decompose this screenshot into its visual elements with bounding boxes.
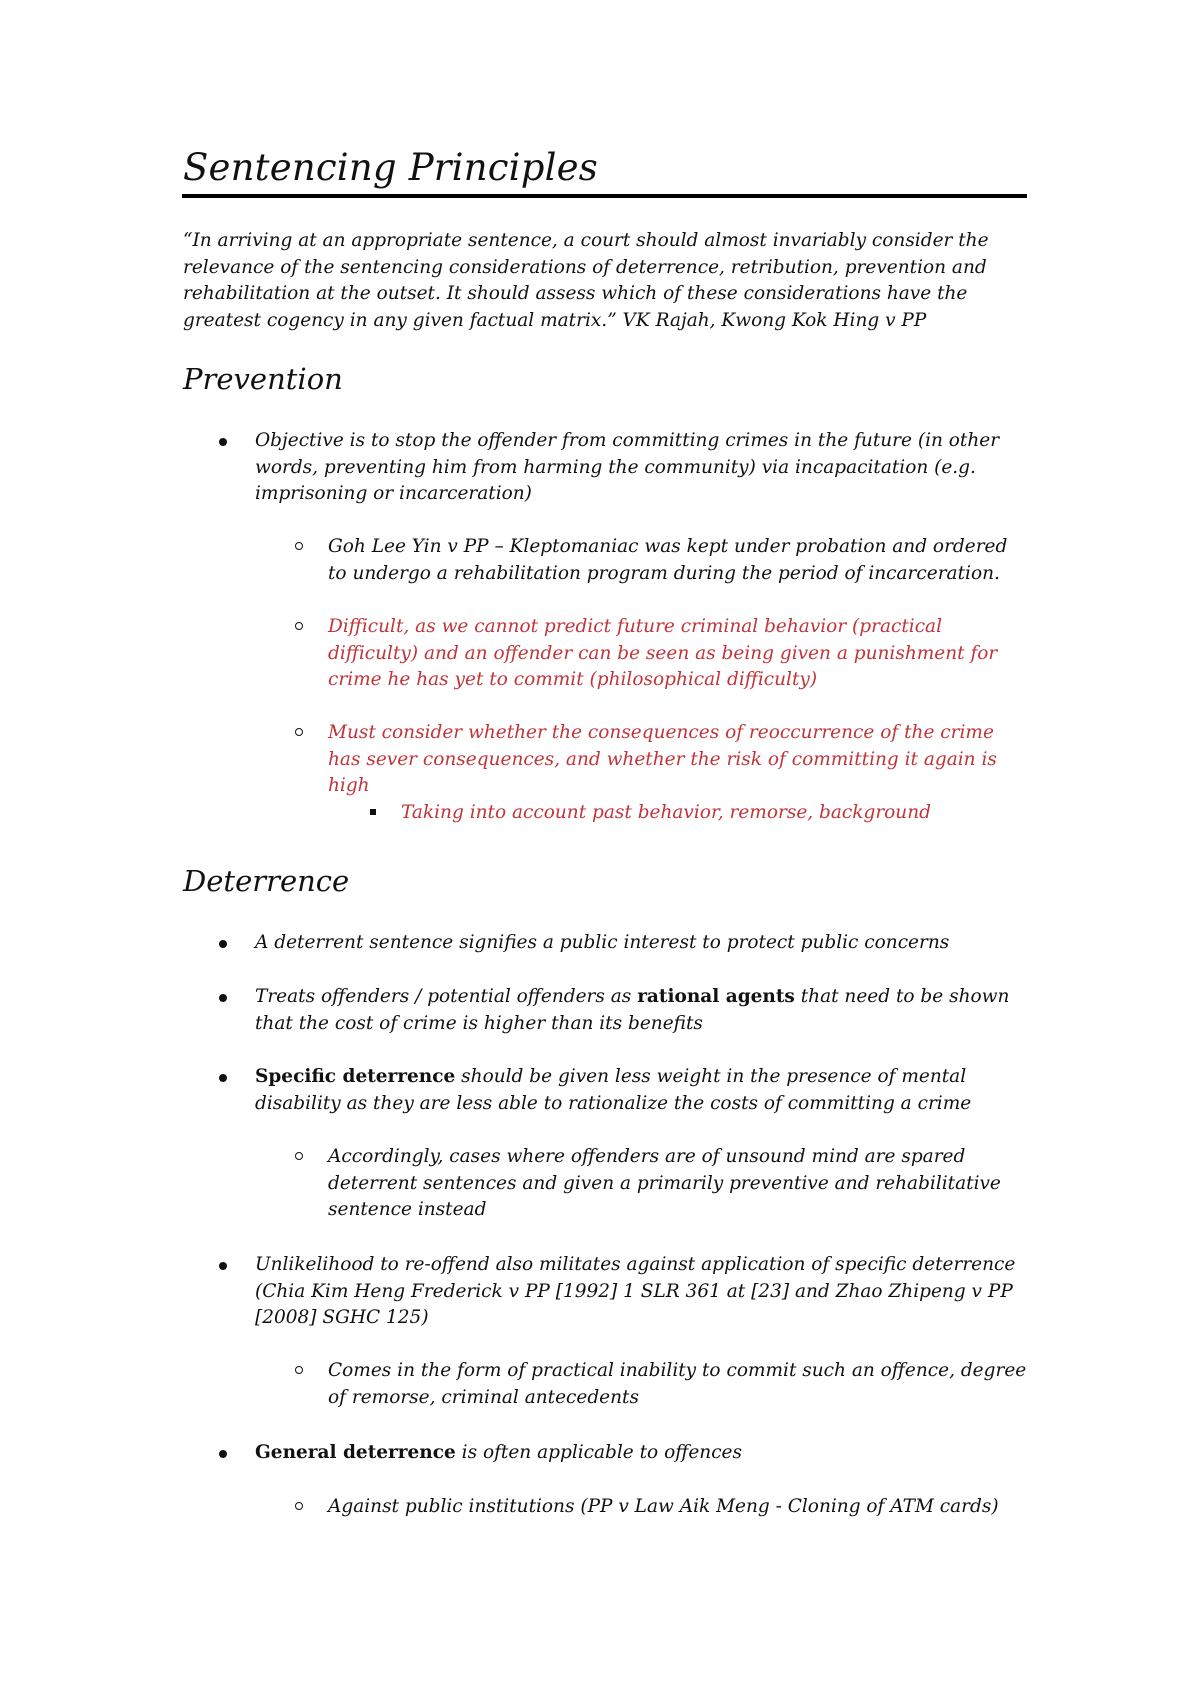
bullet-circle-icon [295, 542, 303, 550]
specific-deterrence-term: Specific deterrence [255, 1066, 456, 1087]
bullet-disc-icon [219, 1074, 227, 1082]
prevention-heading: Prevention [183, 362, 343, 396]
deterrence-bullet-specific: Specific deterrence should be given less weight in the presence of mental disability as they are less able to rationalize the costs of committing a crime [255, 1064, 1025, 1117]
deterrence-sub-inability: Comes in the form of practical inability to commit such an offence, degree of remorse, criminal antecedents [328, 1358, 1028, 1411]
bullet-circle-icon [295, 622, 303, 630]
prevention-sub-goh-lee-yin: Goh Lee Yin v PP – Kleptomaniac was kept under probation and ordered to undergo a rehabilitation program during the period of incarceration. [328, 534, 1028, 587]
bullet-circle-icon [295, 1152, 303, 1160]
deterrence-sub-unsound-mind: Accordingly, cases where offenders are of unsound mind are spared deterrent sentences and given a primarily preventive and rehabilitative sentence instead [328, 1144, 1028, 1224]
deterrence-bullet-general: General deterrence is often applicable to offences [255, 1440, 1025, 1467]
prevention-sub-difficulty: Difficult, as we cannot predict future criminal behavior (practical difficulty) and an offender can be seen as being given a punishment for crime he has yet to commit (philosophical difficulty) [328, 614, 1028, 694]
deterrence-sub-public-institutions: Against public institutions (PP v Law Aik Meng - Cloning of ATM cards) [328, 1494, 1028, 1521]
bullet-disc-icon [219, 438, 227, 446]
title-underline [182, 194, 1027, 198]
prevention-bullet-objective: Objective is to stop the offender from committing crimes in the future (in other words, preventing him from harming the community) via incapacitation (e.g. imprisoning or incarceration) [255, 428, 1025, 508]
rational-agents-term: rational agents [637, 986, 795, 1007]
bullet-disc-icon [219, 940, 227, 948]
deterrence-bullet-public-interest: A deterrent sentence signifies a public interest to protect public concerns [255, 930, 1025, 957]
bullet-disc-icon [219, 994, 227, 1002]
prevention-sub-consequences: Must consider whether the consequences of reoccurrence of the crime has sever consequences, and whether the risk of committing it again is high [328, 720, 1028, 800]
bullet-square-icon [370, 809, 376, 815]
deterrence-bullet-rational-agents: Treats offenders / potential offenders as rational agents that need to be shown that the cost of crime is higher than its benefits [255, 984, 1025, 1037]
deterrence-heading: Deterrence [183, 864, 350, 898]
page-title: Sentencing Principles [183, 146, 598, 189]
opening-quote: “In arriving at an appropriate sentence, a court should almost invariably consider the relevance of the sentencing considerations of deterrence, retribution, prevention and rehabilitation at the outset. It should assess which of these considerations have the greatest cogency in any given factual matrix.” VK Rajah, Kwong Kok Hing v PP [183, 230, 989, 331]
prevention-subsub-past-behavior: Taking into account past behavior, remorse, background [401, 800, 1021, 827]
bullet-disc-icon [219, 1262, 227, 1270]
bullet-disc-icon [219, 1450, 227, 1458]
general-deterrence-term: General deterrence [255, 1442, 456, 1463]
deterrence-bullet-unlikelihood: Unlikelihood to re-offend also militates against application of specific deterrence (Chia Kim Heng Frederick v PP [1992] 1 SLR 361 at [23] and Zhao Zhipeng v PP [2008] SGHC 125) [255, 1252, 1025, 1332]
bullet-circle-icon [295, 1366, 303, 1374]
bullet-circle-icon [295, 1502, 303, 1510]
bullet-circle-icon [295, 728, 303, 736]
